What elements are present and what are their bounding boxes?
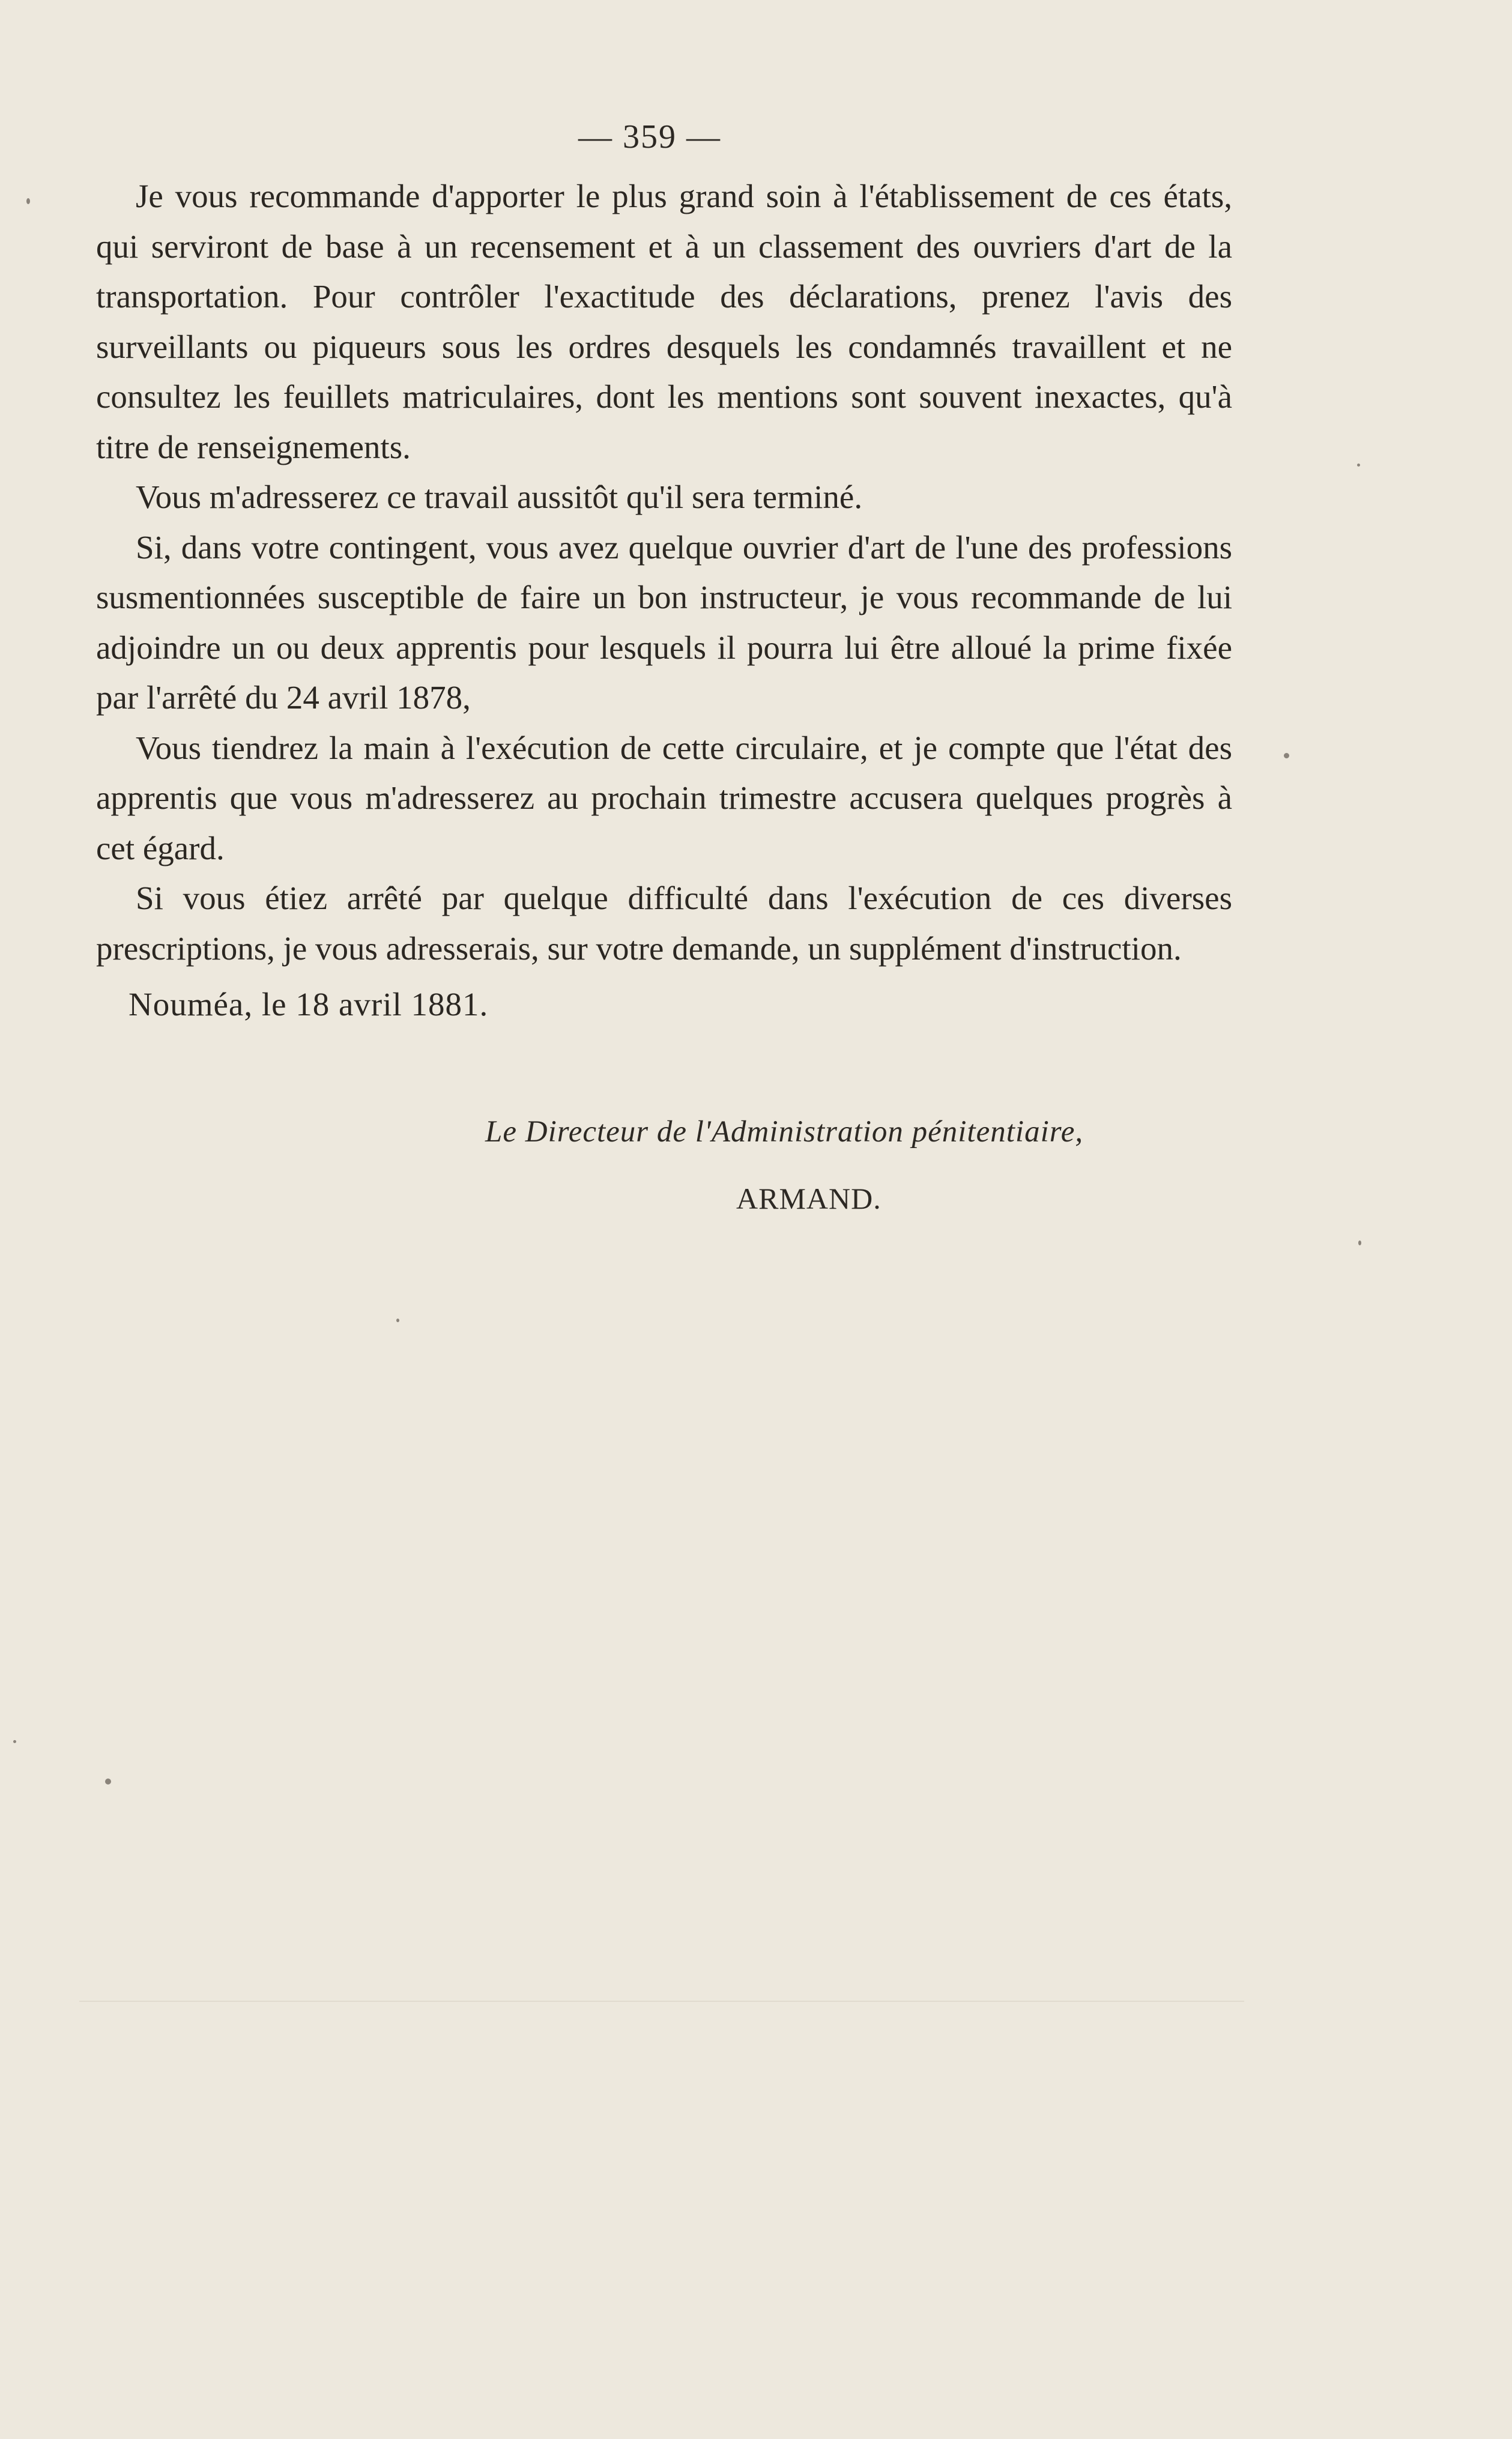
paragraph-send-work: Vous m'adresserez ce travail aussitôt qu'il sera terminé. — [136, 479, 863, 515]
paragraph-difficulty: Si vous étiez arrêté par quelque difficulté dans l'exécution de ces diverses prescriptions, je vous adresserais, sur votre demande, un supplément d'instruction. — [96, 880, 1232, 967]
circular-body — [96, 171, 1232, 1030]
signature-name: ARMAND. — [736, 1182, 881, 1215]
paragraph-apprentices: Si, dans votre contingent, vous avez quelque ouvrier d'art de l'une des professions susmentionnées susceptible de faire un bon instructeur, je vous recommande de lui adjoindre un ou deux apprentis pour lesquels il pourra lui être alloué la prime fixée par l'arrêté du 24 avril 1878, — [96, 528, 1232, 716]
dateline: Nouméa, le 18 avril 1881. — [129, 986, 489, 1023]
page-frame-line — [79, 2001, 1244, 2002]
paper-speck — [105, 1779, 111, 1785]
page-number: — 359 — — [578, 118, 721, 156]
paper-speck — [1357, 464, 1360, 467]
paper-speck — [1284, 753, 1289, 758]
paragraph-execution: Vous tiendrez la main à l'exécution de cette circulaire, et je compte que l'état des apprentis que vous m'adresserez au prochain trimestre accusera quelques progrès à cet égard. — [96, 729, 1232, 866]
paper-speck — [396, 1319, 399, 1322]
paper-speck — [1358, 1241, 1361, 1245]
paper-speck — [26, 198, 30, 204]
paragraph-instructions: Je vous recommande d'apporter le plus grand soin à l'établissement de ces états, qui serviront de base à un recensement et à un classement des ouvriers d'art de la transportation. Pour contrôler l'exactitude des déclarations, prenez l'avis des surveillants ou piqueurs sous les ordres desquels les condamnés travaillent et ne consultez les feuillets matriculaires, dont les mentions sont souvent inexactes, qu'à titre de renseignements. — [96, 178, 1232, 465]
signature-title: Le Directeur de l'Administration pénitentiaire, — [485, 1115, 1084, 1149]
paper-speck — [13, 1740, 16, 1743]
